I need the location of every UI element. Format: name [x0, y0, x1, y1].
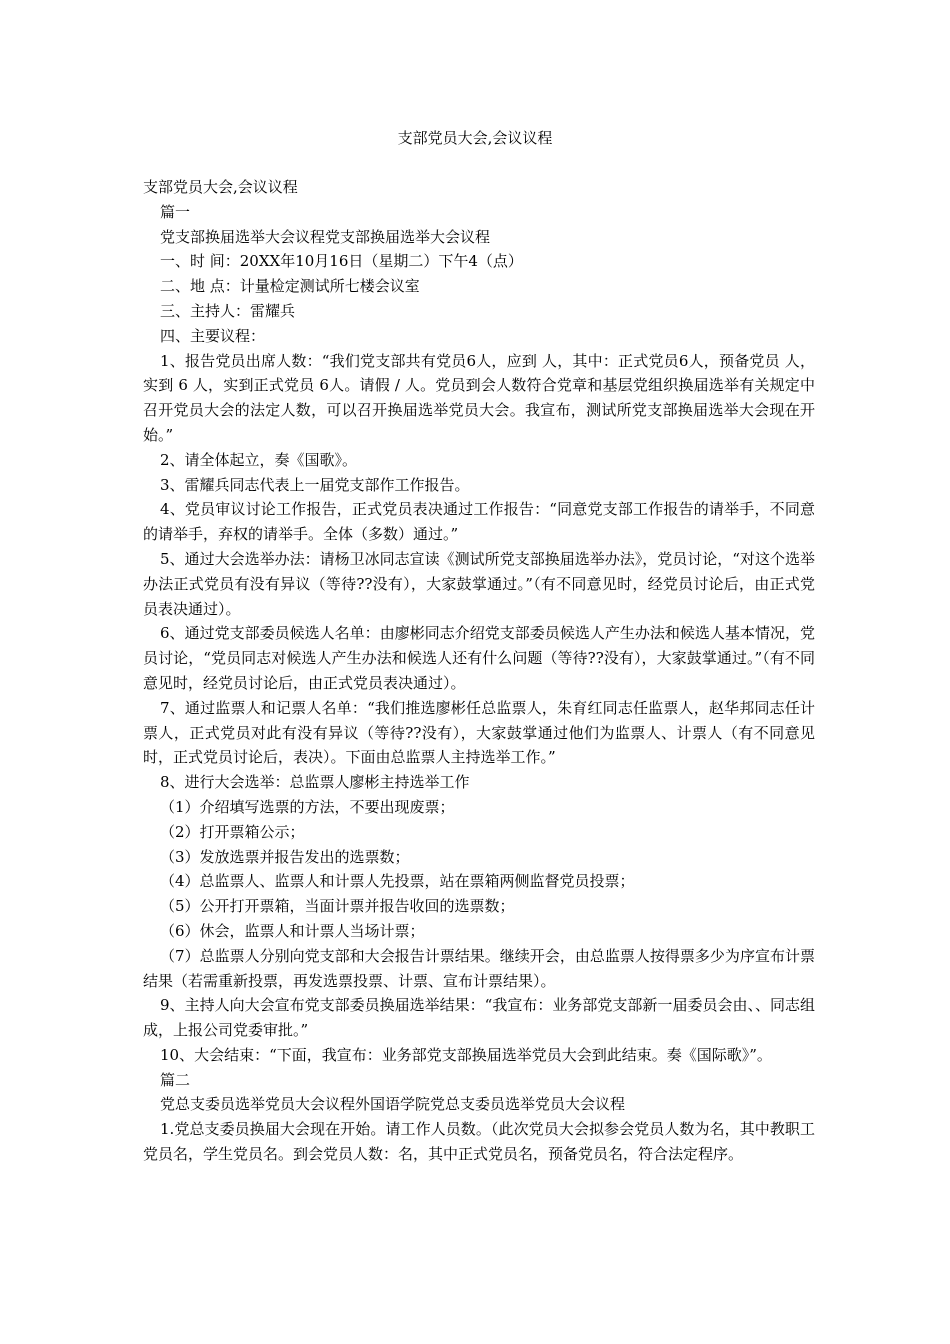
meeting-location: 二、地 点：计量检定测试所七楼会议室 — [160, 277, 420, 296]
election-step: （3）发放选票并报告发出的选票数； — [160, 847, 410, 866]
election-step: （2）打开票箱公示； — [160, 822, 305, 841]
agenda-item: 1、报告党员出席人数：“我们党支部共有党员6人，应到 人，其中：正式党员6人，预备党员 人，实到 6 人，实到正式党员 6人。请假 / 人。党员到会人数符合党章和基层党组织换届选举有关规定中召开党员大会的法定人数，可以召开换届选举党员大会。我宣布，测试所党支部换届选举大会现在开始。” — [143, 351, 815, 444]
meeting-time: 一、时 间：20XX年10月16日（星期二）下午4（点） — [160, 252, 523, 271]
agenda-item: 8、进行大会选举：总监票人廖彬主持选举工作 — [160, 773, 470, 792]
document-heading: 支部党员大会,会议议程 — [143, 178, 298, 196]
election-step: （5）公开打开票箱，当面计票并报告收回的选票数； — [160, 897, 515, 916]
agenda-item: 3、雷耀兵同志代表上一届党支部作工作报告。 — [160, 475, 470, 494]
agenda-item: 1.党总支委员换届大会现在开始。请工作人员数。（此次党员大会拟参会党员人数为名，其中教职工党员名，学生党员名。到会党员人数：名，其中正式党员名，预备党员名，符合法定程序。 — [143, 1120, 815, 1164]
agenda-item: 10、大会结束：“下面，我宣布：业务部党支部换届选举党员大会到此结束。奏《国际歌》”。 — [160, 1045, 772, 1064]
section-label-1: 篇一 — [160, 202, 191, 221]
election-step: （4）总监票人、监票人和计票人先投票，站在票箱两侧监督党员投票； — [160, 872, 635, 891]
agenda-item: 9、主持人向大会宣布党支部委员换届选举结果：“我宣布：业务部党支部新一届委员会由、、同志组成，上报公司党委审批。” — [143, 996, 815, 1040]
section-title-1: 党支部换届选举大会议程党支部换届选举大会议程 — [160, 227, 491, 246]
agenda-heading: 四、主要议程： — [160, 326, 266, 345]
meeting-host: 三、主持人：雷耀兵 — [160, 301, 296, 320]
election-step: （6）休会，监票人和计票人当场计票； — [160, 921, 425, 940]
document-body — [143, 175, 815, 1167]
page-title: 支部党员大会,会议议程 — [397, 129, 553, 147]
election-step: （1）介绍填写选票的方法，不要出现废票； — [160, 797, 455, 816]
section-label-2: 篇二 — [160, 1070, 191, 1089]
agenda-item: 5、通过大会选举办法：请杨卫冰同志宣读《测试所党支部换届选举办法》，党员讨论，“对这个选举办法正式党员有没有异议（等待??没有），大家鼓掌通过。”（有不同意见时，经党员讨论后，由正式党员表决通过）。 — [143, 549, 815, 618]
agenda-item: 7、通过监票人和记票人名单：“我们推选廖彬任总监票人，朱育红同志任监票人，赵华邦同志任计票人，正式党员对此有没有异议（等待??没有），大家鼓掌通过他们为监票人、计票人（有不同意见时，正式党员讨论后，表决）。下面由总监票人主持选举工作。” — [143, 698, 815, 767]
section-title-2: 党总支委员选举党员大会议程外国语学院党总支委员选举党员大会议程 — [160, 1095, 626, 1114]
agenda-item: 6、通过党支部委员候选人名单：由廖彬同志介绍党支部委员候选人产生办法和候选人基本情况，党员讨论，“党员同志对候选人产生办法和候选人还有什么问题（等待??没有），大家鼓掌通过。”（有不同意见时，经党员讨论后，由正式党员表决通过）。 — [143, 624, 815, 692]
agenda-item: 2、请全体起立，奏《国歌》。 — [160, 450, 358, 469]
agenda-item: 4、党员审议讨论工作报告，正式党员表决通过工作报告：“同意党支部工作报告的请举手，不同意的请举手，弃权的请举手。全体（多数）通过。” — [143, 500, 815, 544]
election-step: （7）总监票人分别向党支部和大会报告计票结果。继续开会，由总监票人按得票多少为序宣布计票结果（若需重新投票，再发选票投票、计票、宣布计票结果）。 — [143, 946, 815, 990]
